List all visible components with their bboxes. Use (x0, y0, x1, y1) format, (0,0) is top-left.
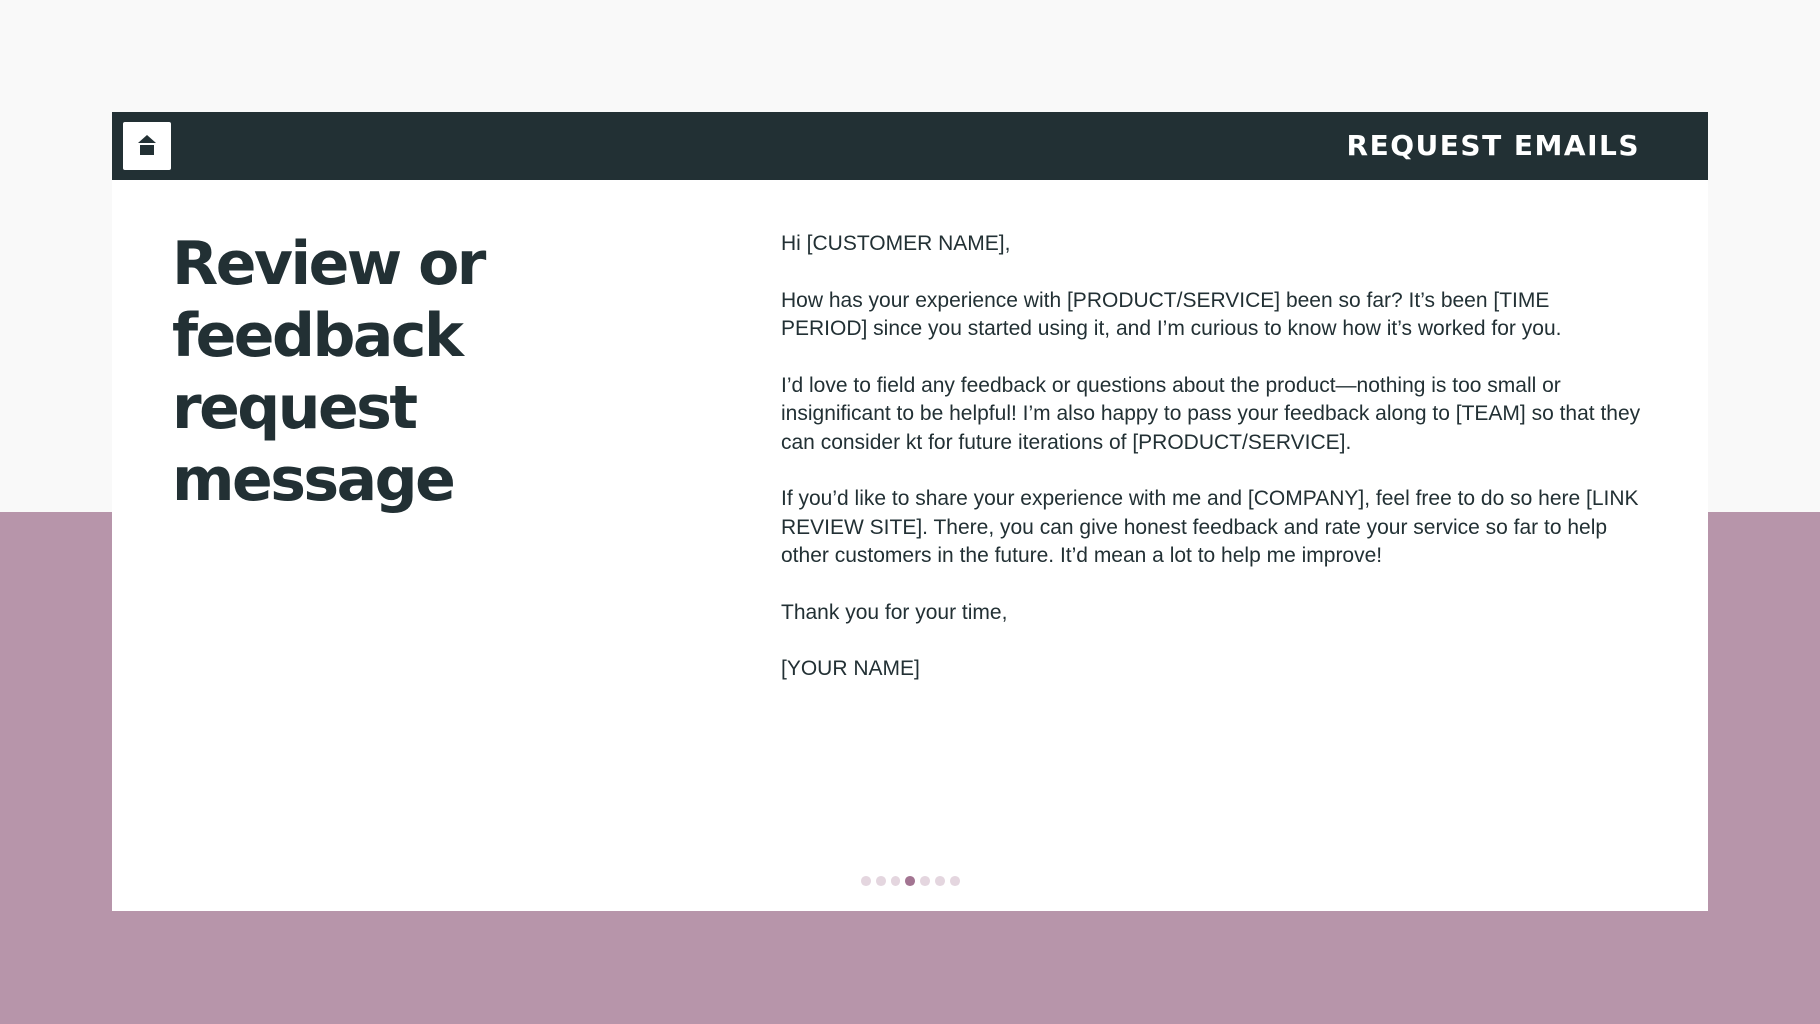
pagination-dots (861, 876, 960, 886)
section-title: REQUEST EMAILS (1346, 129, 1640, 162)
email-paragraph: I’d love to field any feedback or questions about the product—nothing is too small or insignificant to be helpful! I’m also happy to pass your feedback along to [TEAM] so that they can consider kt for future iterations of [PRODUCT/SERVICE]. (781, 373, 1641, 454)
pagination-dot[interactable] (950, 876, 960, 886)
content-card (112, 112, 1708, 911)
email-closing: Thank you for your time, (781, 600, 1008, 624)
email-greeting: Hi [CUSTOMER NAME], (781, 232, 1011, 255)
pagination-dot[interactable] (891, 876, 901, 886)
email-template (781, 230, 1641, 712)
pagination-dot[interactable] (935, 876, 945, 886)
email-paragraph: How has your experience with [PRODUCT/SERVICE] been so far? It’s been [TIME PERIOD] since you started using it, and I’m curious to know how it’s worked for you. (781, 288, 1562, 340)
home-icon (137, 134, 157, 156)
page-title: Review or feedback request message (172, 229, 484, 515)
pagination-dot[interactable] (920, 876, 930, 886)
header-bar (112, 112, 1708, 180)
pagination-dot[interactable] (861, 876, 871, 886)
pagination-dot-active[interactable] (905, 876, 915, 886)
home-button[interactable] (123, 122, 171, 170)
email-paragraph: If you’d like to share your experience with me and [COMPANY], feel free to do so here [LINK REVIEW SITE]. There, you can give honest feedback and rate your service so far to help other customers in the future. It’d mean a lot to help me improve! (781, 487, 1639, 567)
pagination-dot[interactable] (876, 876, 886, 886)
email-signature: [YOUR NAME] (781, 657, 920, 680)
